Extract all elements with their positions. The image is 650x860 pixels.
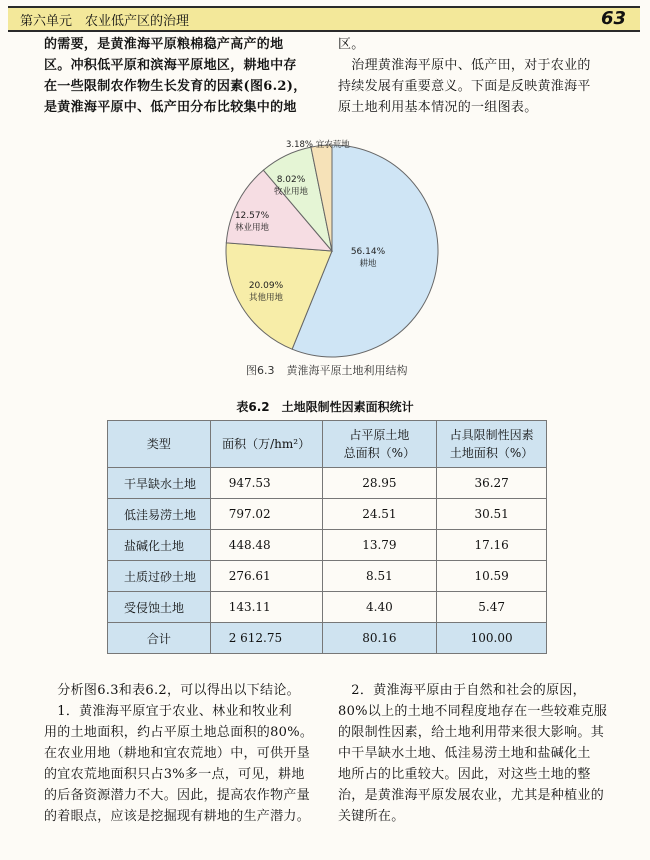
cell-area: 276.61 [210,561,322,592]
table-total-row [108,623,547,654]
cell-pct-total: 28.95 [322,468,437,499]
text-line: 中干旱缺水土地、低洼易涝土地和盐碱化土 [338,746,591,761]
cell-area: 797.02 [210,499,322,530]
cell-area: 2 612.75 [210,623,322,654]
cell-pct-limited: 5.47 [437,592,547,623]
table-row [108,530,547,561]
pie-slice-name: 林业用地 [234,223,270,233]
text-line: 80%以上的土地不同程度地存在一些较难克服 [338,704,608,719]
text-line: 2．黄淮海平原由于自然和社会的原因， [338,683,586,698]
col-type: 类型 [108,421,211,468]
cell-type: 土质过砂土地 [108,561,211,592]
pie-slice-value: 12.57% [234,211,270,221]
header-line: 占具限制性因素 [449,428,534,442]
table-header-row [108,421,547,468]
header-line: 占平原土地 [349,428,410,442]
cell-pct-limited: 10.59 [437,561,547,592]
table-row [108,499,547,530]
cell-pct-total: 4.40 [322,592,437,623]
cell-type: 合计 [108,623,211,654]
figure-title: 黄淮海平原土地利用结构 [286,364,408,377]
text-line: 是黄淮海平原中、低产田分布比较集中的地 [44,100,297,115]
cell-pct-total: 80.16 [322,623,437,654]
table-row [108,468,547,499]
pie-slice-value: 56.14% [350,247,386,257]
table-row [108,561,547,592]
text-line: 的需要，是黄淮海平原粮棉稳产高产的地 [44,37,284,52]
cell-area: 947.53 [210,468,322,499]
col-area: 面积（万/hm²） [210,421,322,468]
text-line: 关键所在。 [338,809,405,824]
header-line: 土地面积（%） [449,446,534,460]
unit-label: 第六单元 农业低产区的治理 [20,14,190,29]
text-line: 区。 [338,37,365,52]
pie-slice-name: 其他用地 [248,293,284,303]
cell-type: 低洼易涝土地 [108,499,211,530]
cell-pct-limited: 100.00 [437,623,547,654]
land-limitation-table [107,420,547,654]
pie-slice-value: 8.02% [276,175,306,185]
text-line: 治，是黄淮海平原发展农业，尤其是种植业的 [338,788,605,803]
text-line: 地所占的比重较大。因此，对这些土地的整 [338,767,591,782]
table-title: 表6.2 土地限制性因素面积统计 [236,400,414,414]
cell-pct-total: 8.51 [322,561,437,592]
text-line: 的宜农荒地面积只占3%多一点，可见，耕地 [44,767,305,782]
text-line: 治理黄淮海平原中、低产田，对于农业的 [338,58,591,73]
pie-slice-label [286,139,350,150]
cell-pct-total: 24.51 [322,499,437,530]
text-line: 1．黄淮海平原宜于农业、林业和牧业利 [44,704,292,719]
header-line: 总面积（%） [343,446,416,460]
text-line: 持续发展有重要意义。下面是反映黄淮海平 [338,79,591,94]
page-number: 63 [600,8,626,29]
text-line: 在农业用地（耕地和宜农荒地）中，可供开垦 [44,746,311,761]
pie-slice-value: 20.09% [248,281,284,291]
cell-pct-limited: 30.51 [437,499,547,530]
text-line: 的着眼点，应该是挖掘现有耕地的生产潜力。 [44,809,311,824]
cell-type: 盐碱化土地 [108,530,211,561]
text-line: 在一些限制农作物生长发育的因素(图6.2)， [44,79,307,94]
text-line: 区。冲积低平原和滨海平原地区，耕地中存 [44,58,297,73]
bottom-left-paragraph [44,680,313,827]
text-line: 用的土地面积，约占平原土地总面积的80%。 [44,725,314,740]
cell-area: 143.11 [210,592,322,623]
col-pct-total [322,421,437,468]
figure-caption [246,362,408,378]
table-row [108,592,547,623]
text-line: 原土地利用基本情况的一组图表。 [338,100,538,115]
cell-area: 448.48 [210,530,322,561]
pie-slice-name: 牧业用地 [273,187,309,197]
bottom-right-paragraph [338,680,607,827]
cell-pct-total: 13.79 [322,530,437,561]
cell-pct-limited: 36.27 [437,468,547,499]
cell-type: 干旱缺水土地 [108,468,211,499]
text-line: 的后备资源潜力不大。因此，提高农作物产量 [44,788,311,803]
cell-pct-limited: 17.16 [437,530,547,561]
pie-slice-value-and-name: 3.18% 宜农荒地 [286,140,350,150]
text-line: 分析图6.3和表6.2，可以得出以下结论。 [44,683,300,698]
cell-type: 受侵蚀土地 [108,592,211,623]
pie-slice-name: 耕地 [359,259,377,269]
figure-number: 图6.3 [246,364,275,377]
col-pct-limited [437,421,547,468]
text-line: 的限制性因素，给土地利用带来很大影响。其 [338,725,605,740]
